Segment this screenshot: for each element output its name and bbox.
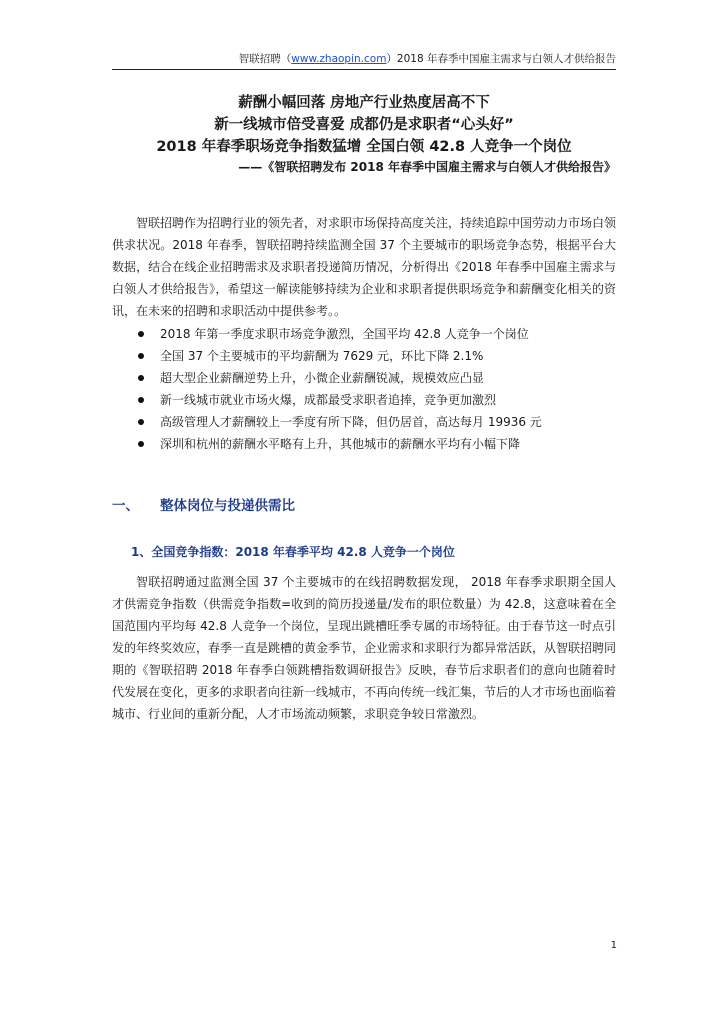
headline-3: 2018 年春季职场竞争指数猛增 全国白领 42.8 人竞争一个岗位 — [156, 139, 572, 155]
title-block — [112, 92, 616, 176]
list-item-text: 2018 年第一季度求职市场竞争激烈，全国平均 42.8 人竞争一个岗位 — [160, 327, 529, 341]
list-item — [112, 345, 616, 367]
list-item — [112, 433, 616, 455]
subtitle: ——《智联招聘发布 2018 年春季中国雇主需求与白领人才供给报告》 — [238, 160, 616, 174]
bullet-icon — [138, 441, 144, 447]
bullet-icon — [138, 353, 144, 359]
list-item-text: 深圳和杭州的薪酬水平略有上升，其他城市的薪酬水平均有小幅下降 — [160, 437, 521, 451]
bullet-icon — [138, 419, 144, 425]
section-heading — [112, 494, 295, 514]
list-item — [112, 323, 616, 345]
page-number: 1 — [610, 940, 617, 951]
header-suffix: ）2018 年春季中国雇主需求与白领人才供给报告 — [386, 53, 616, 65]
key-findings-list — [112, 323, 616, 455]
headline-2: 新一线城市倍受喜爱 成都仍是求职者“心头好” — [214, 117, 514, 133]
list-item — [112, 411, 616, 433]
list-item-text: 超大型企业薪酬逆势上升，小微企业薪酬锐减，规模效应凸显 — [160, 371, 485, 385]
list-item-text: 高级管理人才薪酬较上一季度有所下降，但仍居首，高达每月 19936 元 — [160, 415, 542, 429]
list-item — [112, 389, 616, 411]
bullet-icon — [138, 397, 144, 403]
section-title: 整体岗位与投递供需比 — [160, 498, 295, 514]
list-item-text: 新一线城市就业市场火爆，成都最受求职者追捧，竞争更加激烈 — [160, 393, 497, 407]
intro-paragraph: 智联招聘作为招聘行业的领先者，对求职市场保持高度关注，持续追踪中国劳动力市场白领供求状况。2018 年春季，智联招聘持续监测全国 37 个主要城市的职场竞争态势，根据平台大数据，结合在线企业招聘需求及求职者投递简历情况，分析得出《2018 年春季中国雇主需求与白领人才供给报告》，希望这一解读能够持续为企业和求职者提供职场竞争和薪酬变化相关的资讯，在未来的招聘和求职活动中提供参考。。 — [112, 216, 617, 318]
list-item-text: 全国 37 个主要城市的平均薪酬为 7629 元，环比下降 2.1% — [160, 349, 484, 363]
body-paragraph: 智联招聘通过监测全国 37 个主要城市的在线招聘数据发现， 2018 年春季求职期全国人才供需竞争指数（供需竞争指数=收到的简历投递量/发布的职位数量）为 42.8，这意味着在全国范围内平均每 42.8 人竞争一个岗位，呈现出跳槽旺季专属的市场特征。由于春节这一时点引发的年终奖效应，春季一直是跳槽的黄金季节，企业需求和求职行为都异常活跃，从智联招聘同期的《智联招聘 2018 年春季白领跳槽指数调研报告》反映，春节后求职者们的意向也随着时代发展在变化，更多的求职者向往新一线城市，不再向传统一线汇集，节后的人才市场也面临着城市、行业间的重新分配，人才市场流动频繁，求职竞争较日常激烈。 — [112, 575, 617, 721]
subsection-heading: 1、全国竞争指数：2018 年春季平均 42.8 人竞争一个岗位 — [131, 545, 455, 559]
bullet-icon — [138, 375, 144, 381]
section-number: 一、 — [112, 498, 139, 514]
headline-1: 薪酬小幅回落 房地产行业热度居高不下 — [238, 95, 490, 111]
bullet-icon — [138, 331, 144, 337]
website-link[interactable]: www.zhaopin.com — [291, 53, 387, 65]
running-header — [112, 52, 616, 70]
header-prefix: 智联招聘（ — [238, 53, 292, 65]
list-item — [112, 367, 616, 389]
